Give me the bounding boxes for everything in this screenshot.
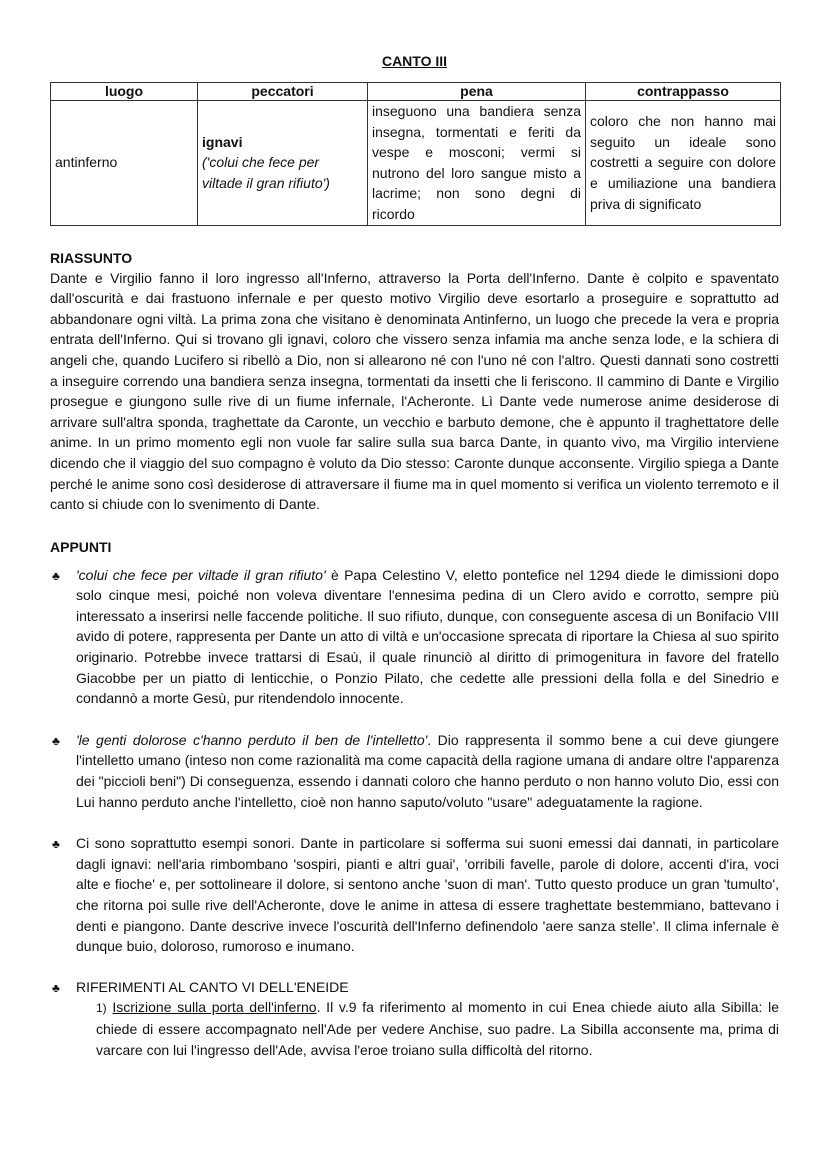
club-suit-icon: ♣ — [52, 733, 60, 748]
peccatori-quote: ('colui che fece per viltade il gran rifiuto') — [202, 154, 330, 192]
header-luogo: luogo — [51, 83, 198, 101]
list-item — [50, 833, 779, 957]
note-text: RIFERIMENTI AL CANTO VI DELL'ENEIDE — [76, 978, 349, 995]
cell-pena: inseguono una bandiera senza insegna, tormentati e feriti da vespe e mosconi; vermi si nutrono del loro sangue misto a lacrime; non sono degni di ricordo — [368, 101, 586, 226]
note-quote: 'le genti dolorose c'hanno perduto il ben de l'intelletto' — [76, 731, 428, 748]
table-row — [51, 101, 781, 226]
summary-table — [50, 82, 781, 226]
header-contrappasso: contrappasso — [586, 83, 781, 101]
table-header-row — [51, 83, 781, 101]
document-page — [50, 52, 779, 1060]
list-item — [50, 730, 779, 812]
riassunto-text: Dante e Virgilio fanno il loro ingresso all'Inferno, attraverso la Porta dell'Inferno. Dante è colpito e spaventato dall'oscurità e dai frastuono infernale e per questo motivo Virgilio deve esortarlo a proseguire e soprattutto ad abbandonare ogni viltà. La prima zona che visitano è denominata Antinferno, un luogo che precede la vera e propria entrata dell'Inferno. Qui si trovano gli ignavi, coloro che vissero senza infamia ma anche senza lode, e la schiera di angeli che, quando Lucifero si ribellò a Dio, non si allearono né con l'uno né con l'altro. Questi dannati sono costretti a inseguire correndo una bandiera senza insegna, tormentati da insetti che li feriscono. Il cammino di Dante e Virgilio prosegue e giungono sulle rive di un fiume infernale, l'Acheronte. Lì Dante vede numerose anime desiderose di arrivare sull'altra sponda, traghettate da Caronte, un vecchio e barbuto demone, che è appunto il traghettatore delle anime. In un primo momento egli non vuole far salire sulla sua barca Dante, in quanto vivo, ma Virgilio interviene dicendo che il viaggio del suo compagno è voluto da Dio stesso: Caronte dunque acconsente. Virgilio spiega a Dante perché le anime sono così desiderose di attraversare il fiume ma in quel momento si verifica un violento terremoto e il canto si chiude con lo svenimento di Dante. — [50, 269, 779, 513]
reference-title: Iscrizione sulla porta dell'inferno — [112, 999, 317, 1016]
riassunto-heading: RIASSUNTO — [50, 249, 133, 266]
peccatori-name: ignavi — [202, 133, 243, 150]
list-item — [50, 565, 779, 709]
note-text: è Papa Celestino V, eletto pontefice nel 1294 diede le dimissioni dopo solo cinque mesi, poiché non voleva diventare l'ennesima pedina di un Clero avido e corrotto, sempre più interessato a inserirsi nelle faccende politiche. Il suo rifiuto, dunque, con conseguente ascesa di un Bonifacio VIII avido di potere, rappresenta per Dante un atto di viltà e un'occasione sprecata di riportare la Chiesa al suo spirito originario. Potrebbe invece trattarsi di Esaù, il quale rinunciò al diritto di primogenitura in favore del fratello Giacobbe per un piatto di lenticchie, o Ponzio Pilato, che cedette alle pressioni della folla e del Sinedrio e condannò a morte Gesù, pur ritendendolo innocente. — [76, 566, 779, 707]
appunti-heading: APPUNTI — [50, 538, 112, 555]
note-quote: 'colui che fece per viltade il gran rifiuto' — [76, 566, 326, 583]
club-suit-icon: ♣ — [52, 568, 60, 583]
page-title: CANTO III — [381, 53, 448, 69]
reference-text: . Il v.9 fa riferimento al momento in cui Enea chiede aiuto alla Sibilla: le chiede di essere accompagnato nell'Ade per vedere Anchise, suo padre. La Sibilla acconsente ma, prima di varcare con lui l'ingresso dell'Ade, avvisa l'eroe troiano sulla difficoltà del ritorno. — [96, 999, 780, 1058]
header-peccatori: peccatori — [198, 83, 368, 101]
note-text: Ci sono soprattutto esempi sonori. Dante in particolare si sofferma sui suoni emessi dai dannati, in particolare dagli ignavi: nell'aria rimbombano 'sospiri, pianti e altri guai', 'orribili favelle, parole di dolore, accenti d'ira, voci alte e fioche' e, per sottolineare il dolore, si sentono anche 'suon di man'. Tutto questo produce un gran 'tumulto', che ritorna poi sulle rive dell'Acheronte, dove le anime in attesa di essere traghettate bestemmiano, battevano i denti e piangono. Dante descrive invece l'oscurità dell'Inferno definendolo 'aere sanza stelle'. Il clima infernale è dunque buio, doloroso, rumoroso e inumano. — [76, 835, 779, 955]
eneide-reference — [50, 997, 779, 1060]
note-text: . Dio rappresenta il sommo bene a cui deve giungere l'intelletto umano (inteso non come razionalità ma come capacità della ragione umana di andare oltre l'apparenza dei "piccioli beni") Di conseguenza, essendo i dannati coloro che hanno perduto o non hanno voluto Dio, essi con Lui hanno perduto anche l'intelletto, cioè non hanno saputo/voluto "usare" adeguatamente la ragione. — [76, 731, 779, 810]
club-suit-icon: ♣ — [52, 980, 60, 995]
club-suit-icon: ♣ — [52, 837, 60, 852]
reference-number: 1) — [96, 1001, 107, 1016]
cell-contrappasso: coloro che non hanno mai seguito un ideale sono costretti a seguire con dolore e umiliazione una bandiera priva di significato — [586, 101, 781, 226]
cell-peccatori — [198, 101, 368, 226]
appunti-list — [50, 565, 779, 998]
list-item — [50, 977, 779, 998]
header-pena: pena — [368, 83, 586, 101]
cell-luogo: antinferno — [51, 101, 198, 226]
